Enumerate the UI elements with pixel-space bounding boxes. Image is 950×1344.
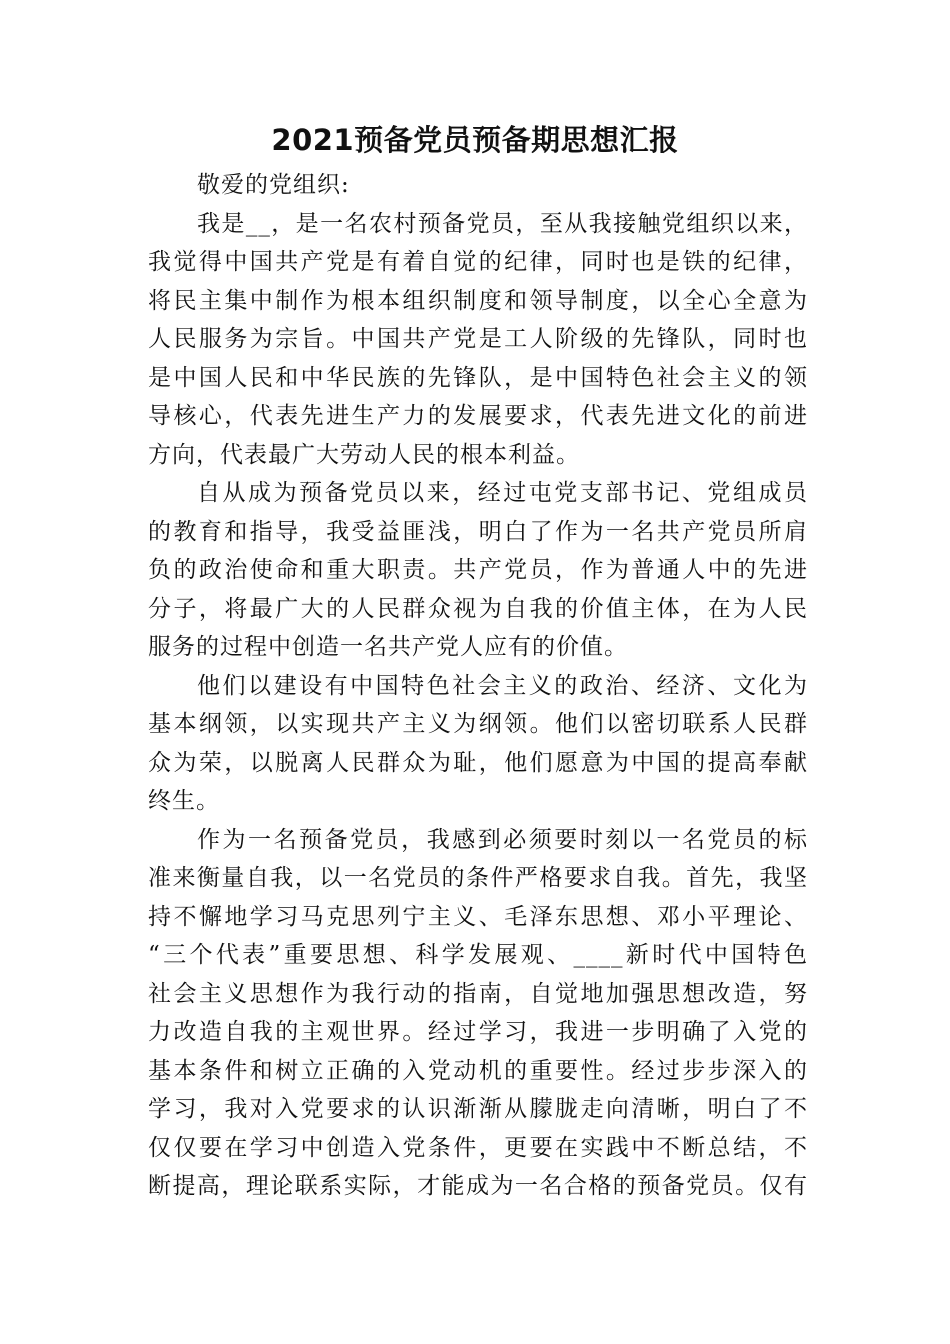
body-line: 自从成为预备党员以来，经过屯党支部书记、党组成员 [197,480,808,506]
body-line: 我觉得中国共产党是有着自觉的纪律，同时也是铁的纪律， [148,249,808,275]
body-line: 终生。 [148,788,220,814]
body-line: 分子，将最广大的人民群众视为自我的价值主体，在为人民 [148,595,808,622]
document-title: 2021预备党员预备期思想汇报 [271,123,679,157]
body-line: 持不懈地学习马克思列宁主义、毛泽东思想、邓小平理论、 [148,903,808,930]
body-line: 准来衡量自我，以一名党员的条件严格要求自我。首先，我坚 [148,865,808,891]
body-line: 的教育和指导，我受益匪浅，明白了作为一名共产党员所肩 [148,518,808,545]
body-line: 众为荣，以脱离人民群众为耻，他们愿意为中国的提高奉献 [148,749,808,776]
body-line: 仅仅要在学习中创造入党条件，更要在实践中不断总结，不 [148,1134,808,1161]
body-line: 力改造自我的主观世界。经过学习，我进一步明确了入党的 [148,1019,808,1045]
body-line: 导核心，代表先进生产力的发展要求，代表先进文化的前进 [148,403,808,429]
body-line: “三个代表”重要思想、科学发展观、____新时代中国特色 [148,942,808,968]
body-line: 基本纲领，以实现共产主义为纲领。他们以密切联系人民群 [148,711,808,737]
body-line: 社会主义思想作为我行动的指南，自觉地加强思想改造，努 [148,980,808,1007]
body-line: 作为一名预备党员，我感到必须要时刻以一名党员的标 [197,826,808,853]
body-line: 将民主集中制作为根本组织制度和领导制度，以全心全意为 [148,287,808,314]
body-line: 学习，我对入党要求的认识渐渐从朦胧走向清晰，明白了不 [148,1096,808,1122]
body-line: 负的政治使命和重大职责。共产党员，作为普通人中的先进 [148,557,808,583]
body-line: 断提高，理论联系实际，才能成为一名合格的预备党员。仅有 [148,1173,808,1199]
body-line: 基本条件和树立正确的入党动机的重要性。经过步步深入的 [148,1057,808,1084]
body-line: 是中国人民和中华民族的先锋队，是中国特色社会主义的领 [148,364,808,391]
body-line: 方向，代表最广大劳动人民的根本利益。 [148,441,580,468]
document-body [148,166,808,1206]
body-line: 敬爱的党组织: [197,172,350,198]
body-line: 他们以建设有中国特色社会主义的政治、经济、文化为 [197,672,808,699]
body-line: 服务的过程中创造一名共产党人应有的价值。 [148,634,628,660]
body-line: 我是__，是一名农村预备党员，至从我接触党组织以来， [197,210,808,237]
body-line: 人民服务为宗旨。中国共产党是工人阶级的先锋队，同时也 [148,326,808,352]
